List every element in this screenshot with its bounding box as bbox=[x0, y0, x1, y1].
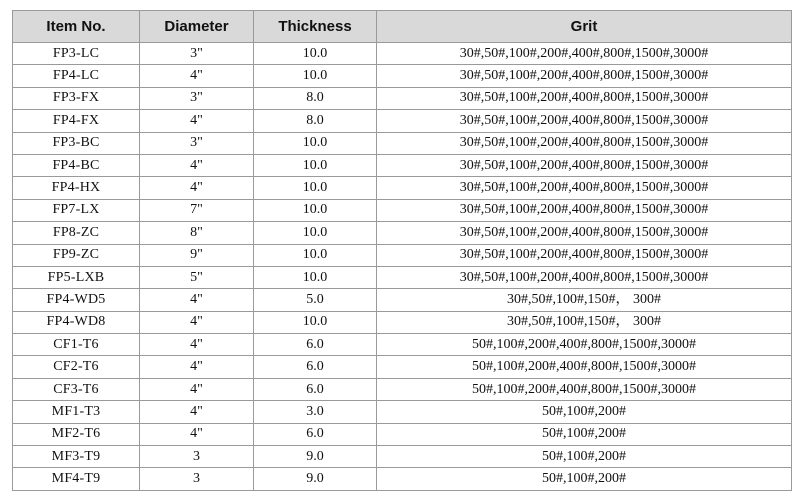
cell-thickness: 10.0 bbox=[254, 154, 377, 176]
cell-item-no: FP3-FX bbox=[13, 87, 140, 109]
cell-thickness: 10.0 bbox=[254, 266, 377, 288]
cell-grit: 50#,100#,200#,400#,800#,1500#,3000# bbox=[377, 334, 792, 356]
cell-diameter: 4" bbox=[140, 154, 254, 176]
cell-thickness: 10.0 bbox=[254, 132, 377, 154]
cell-diameter: 4" bbox=[140, 177, 254, 199]
cell-diameter: 4" bbox=[140, 378, 254, 400]
cell-diameter: 3 bbox=[140, 446, 254, 468]
cell-item-no: FP3-BC bbox=[13, 132, 140, 154]
table-row bbox=[13, 468, 792, 490]
cell-item-no: CF3-T6 bbox=[13, 378, 140, 400]
cell-grit: 30#,50#,100#,200#,400#,800#,1500#,3000# bbox=[377, 87, 792, 109]
cell-grit: 50#,100#,200#,400#,800#,1500#,3000# bbox=[377, 356, 792, 378]
table-header bbox=[13, 11, 792, 43]
cell-grit: 30#,50#,100#,200#,400#,800#,1500#,3000# bbox=[377, 132, 792, 154]
table-row bbox=[13, 199, 792, 221]
table-row bbox=[13, 87, 792, 109]
table-row bbox=[13, 334, 792, 356]
table-row bbox=[13, 154, 792, 176]
header-thickness: Thickness bbox=[254, 11, 377, 43]
header-grit: Grit bbox=[377, 11, 792, 43]
cell-thickness: 5.0 bbox=[254, 289, 377, 311]
cell-item-no: FP7-LX bbox=[13, 199, 140, 221]
table-row bbox=[13, 244, 792, 266]
table-row bbox=[13, 65, 792, 87]
header-item-no: Item No. bbox=[13, 11, 140, 43]
cell-diameter: 9" bbox=[140, 244, 254, 266]
table-row bbox=[13, 177, 792, 199]
cell-diameter: 3" bbox=[140, 43, 254, 65]
cell-item-no: MF1-T3 bbox=[13, 401, 140, 423]
cell-diameter: 4" bbox=[140, 334, 254, 356]
table-row bbox=[13, 110, 792, 132]
cell-diameter: 8" bbox=[140, 222, 254, 244]
cell-thickness: 10.0 bbox=[254, 244, 377, 266]
cell-grit: 50#,100#,200# bbox=[377, 423, 792, 445]
table-row bbox=[13, 446, 792, 468]
table-row bbox=[13, 132, 792, 154]
cell-diameter: 7" bbox=[140, 199, 254, 221]
cell-grit: 50#,100#,200# bbox=[377, 401, 792, 423]
cell-thickness: 10.0 bbox=[254, 199, 377, 221]
cell-item-no: FP5-LXB bbox=[13, 266, 140, 288]
cell-item-no: MF4-T9 bbox=[13, 468, 140, 490]
cell-item-no: FP3-LC bbox=[13, 43, 140, 65]
cell-diameter: 4" bbox=[140, 289, 254, 311]
cell-grit: 30#,50#,100#,200#,400#,800#,1500#,3000# bbox=[377, 266, 792, 288]
cell-grit: 30#,50#,100#,200#,400#,800#,1500#,3000# bbox=[377, 65, 792, 87]
cell-diameter: 4" bbox=[140, 423, 254, 445]
cell-thickness: 10.0 bbox=[254, 311, 377, 333]
cell-item-no: FP4-FX bbox=[13, 110, 140, 132]
cell-thickness: 8.0 bbox=[254, 110, 377, 132]
table-row bbox=[13, 423, 792, 445]
cell-thickness: 10.0 bbox=[254, 177, 377, 199]
cell-item-no: FP4-HX bbox=[13, 177, 140, 199]
cell-thickness: 10.0 bbox=[254, 222, 377, 244]
cell-thickness: 6.0 bbox=[254, 334, 377, 356]
cell-diameter: 5" bbox=[140, 266, 254, 288]
cell-grit: 50#,100#,200# bbox=[377, 446, 792, 468]
header-row bbox=[13, 11, 792, 43]
cell-grit: 30#,50#,100#,200#,400#,800#,1500#,3000# bbox=[377, 199, 792, 221]
cell-item-no: FP9-ZC bbox=[13, 244, 140, 266]
cell-item-no: FP4-WD8 bbox=[13, 311, 140, 333]
cell-item-no: CF1-T6 bbox=[13, 334, 140, 356]
table-row bbox=[13, 43, 792, 65]
cell-item-no: MF2-T6 bbox=[13, 423, 140, 445]
table-row bbox=[13, 378, 792, 400]
cell-thickness: 6.0 bbox=[254, 423, 377, 445]
cell-grit: 50#,100#,200#,400#,800#,1500#,3000# bbox=[377, 378, 792, 400]
cell-grit: 30#,50#,100#,200#,400#,800#,1500#,3000# bbox=[377, 110, 792, 132]
cell-grit: 30#,50#,100#,200#,400#,800#,1500#,3000# bbox=[377, 177, 792, 199]
spec-table-container bbox=[12, 10, 791, 491]
cell-diameter: 3 bbox=[140, 468, 254, 490]
cell-diameter: 3" bbox=[140, 87, 254, 109]
cell-grit: 30#,50#,100#,200#,400#,800#,1500#,3000# bbox=[377, 244, 792, 266]
cell-thickness: 10.0 bbox=[254, 65, 377, 87]
product-spec-table bbox=[12, 10, 792, 491]
cell-diameter: 4" bbox=[140, 65, 254, 87]
cell-thickness: 8.0 bbox=[254, 87, 377, 109]
cell-diameter: 4" bbox=[140, 356, 254, 378]
table-body bbox=[13, 43, 792, 491]
table-row bbox=[13, 222, 792, 244]
cell-grit: 30#,50#,100#,200#,400#,800#,1500#,3000# bbox=[377, 222, 792, 244]
cell-grit: 30#,50#,100#,150#， 300# bbox=[377, 311, 792, 333]
cell-thickness: 9.0 bbox=[254, 468, 377, 490]
table-row bbox=[13, 356, 792, 378]
cell-grit: 30#,50#,100#,200#,400#,800#,1500#,3000# bbox=[377, 154, 792, 176]
cell-diameter: 4" bbox=[140, 110, 254, 132]
cell-grit: 30#,50#,100#,200#,400#,800#,1500#,3000# bbox=[377, 43, 792, 65]
cell-grit: 30#,50#,100#,150#， 300# bbox=[377, 289, 792, 311]
cell-item-no: FP4-WD5 bbox=[13, 289, 140, 311]
table-row bbox=[13, 311, 792, 333]
cell-thickness: 3.0 bbox=[254, 401, 377, 423]
table-row bbox=[13, 401, 792, 423]
cell-thickness: 10.0 bbox=[254, 43, 377, 65]
cell-diameter: 4" bbox=[140, 311, 254, 333]
cell-thickness: 6.0 bbox=[254, 356, 377, 378]
cell-item-no: MF3-T9 bbox=[13, 446, 140, 468]
cell-item-no: CF2-T6 bbox=[13, 356, 140, 378]
cell-item-no: FP4-LC bbox=[13, 65, 140, 87]
cell-grit: 50#,100#,200# bbox=[377, 468, 792, 490]
cell-diameter: 4" bbox=[140, 401, 254, 423]
header-diameter: Diameter bbox=[140, 11, 254, 43]
table-row bbox=[13, 266, 792, 288]
table-row bbox=[13, 289, 792, 311]
cell-item-no: FP4-BC bbox=[13, 154, 140, 176]
cell-thickness: 6.0 bbox=[254, 378, 377, 400]
cell-item-no: FP8-ZC bbox=[13, 222, 140, 244]
cell-diameter: 3" bbox=[140, 132, 254, 154]
cell-thickness: 9.0 bbox=[254, 446, 377, 468]
